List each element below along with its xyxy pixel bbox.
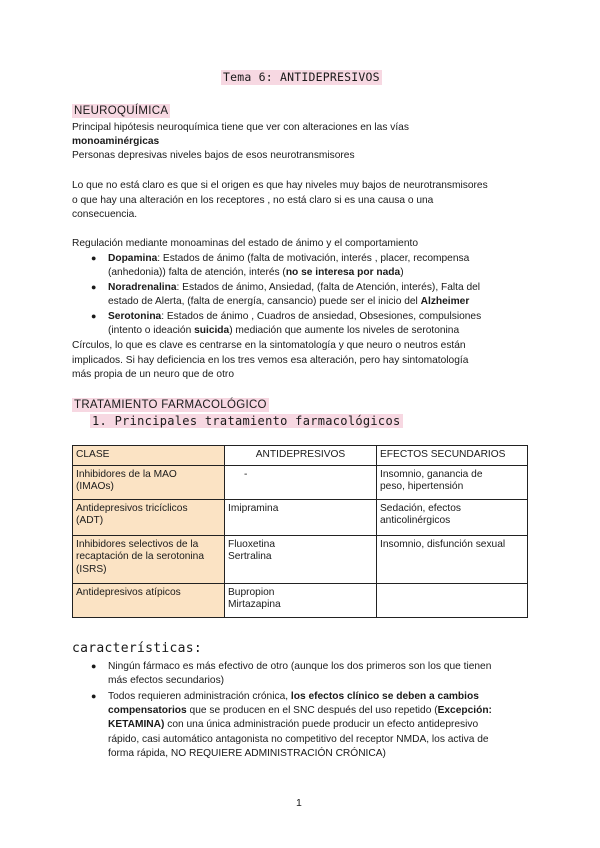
table-cell-clase: Inhibidores de la MAO (IMAOs) (73, 465, 225, 499)
table-cell-efectos (377, 583, 528, 617)
paragraph-line: Regulación mediante monoaminas del estado de ánimo y el comportamiento (72, 238, 419, 249)
table-cell-efectos: Sedación, efectos anticolinérgicos (377, 499, 528, 535)
paragraph-line: consecuencia. (72, 209, 138, 220)
paragraph-line: Lo que no está claro es que si el origen es que hay niveles muy bajos de neurotransmisores (72, 180, 488, 191)
table-cell-antidepresivo: Imipramina (225, 499, 377, 535)
feature-line: más efectos secundarios) (108, 675, 225, 686)
paragraph-line: implicados. Si hay deficiencia en los tres vemos esa alteración, pero hay sintomatología (72, 355, 469, 366)
table-cell-antidepresivo: Bupropion Mirtazapina (225, 583, 377, 617)
bullet-noradrenalina-cont: estado de Alerta, (falta de energía, cansancio) puede ser el inicio del Alzheimer (108, 296, 470, 307)
table-header-cell: EFECTOS SECUNDARIOS (377, 446, 528, 466)
paragraph-line: más propia de un neuro que de otro (72, 369, 234, 380)
table-cell-efectos: Insomnio, disfunción sexual (377, 535, 528, 583)
paragraph-line: Principal hipótesis neuroquímica tiene que ver con alteraciones en las vías (72, 122, 409, 133)
bullet-noradrenalina: Noradrenalina: Estados de ánimo, Ansiedad, (falta de Atención, interés), Falta del (108, 282, 481, 293)
section-heading-tratamiento: TRATAMIENTO FARMACOLÓGICO (74, 399, 267, 411)
bullet-dopamina: Dopamina: Estados de ánimo (falta de motivación, interés , placer, recompensa (108, 253, 470, 264)
drug-table (72, 445, 528, 618)
page-title: Tema 6: ANTIDEPRESIVOS (223, 70, 380, 84)
table-row (73, 583, 528, 617)
bullet-dot-icon: ● (91, 253, 97, 263)
table-cell-clase: Antidepresivos atípicos (73, 583, 225, 617)
table-header-cell: ANTIDEPRESIVOS (225, 446, 377, 466)
section-heading-neuroquimica: NEUROQUÍMICA (74, 105, 169, 117)
table-row (73, 535, 528, 583)
table-cell-antidepresivo: Fluoxetina Sertralina (225, 535, 377, 583)
table-cell-efectos: Insomnio, ganancia de peso, hipertensión (377, 465, 528, 499)
feature-line: rápido, casi automático antagonista no competitivo del receptor NMDA, los activa de (108, 734, 489, 745)
feature-line: compensatorios que se producen en el SNC después del uso repetido (Excepción: (108, 705, 492, 716)
table-cell-clase: Inhibidores selectivos de la recaptación de la serotonina (ISRS) (73, 535, 225, 583)
page-number: 1 (296, 797, 302, 809)
table-cell-clase: Antidepresivos tricíclicos (ADT) (73, 499, 225, 535)
paragraph-line-bold: monoaminérgicas (72, 136, 160, 147)
bullet-dot-icon: ● (91, 282, 97, 292)
table-row (73, 465, 528, 499)
paragraph-line: Círculos, lo que es clave es centrarse en la sintomatología y que neuro o neutros están (72, 340, 466, 351)
feature-line: Todos requieren administración crónica, los efectos clínico se deben a cambios (108, 691, 479, 702)
table-header-cell: CLASE (73, 446, 225, 466)
subsection-heading: 1. Principales tratamiento farmacológicos (92, 414, 401, 428)
features-heading: características: (72, 641, 203, 656)
table-row (73, 499, 528, 535)
feature-line: Ningún fármaco es más efectivo de otro (aunque los dos primeros son los que tienen (108, 661, 492, 672)
table-header-row (73, 446, 528, 466)
paragraph-line: Personas depresivas niveles bajos de esos neurotransmisores (72, 150, 355, 161)
feature-line: forma rápida, NO REQUIERE ADMINISTRACIÓN CRÓNICA) (108, 748, 386, 759)
bullet-dot-icon: ● (91, 661, 97, 671)
table-cell-antidepresivo: - (225, 465, 377, 499)
feature-line: KETAMINA) con una única administración puede producir un efecto antidepresivo (108, 719, 479, 730)
paragraph-line: o que hay una alteración en los receptores , no está claro si es una causa o una (72, 195, 434, 206)
bullet-dopamina-cont: (anhedonia)) falta de atención, interés (no se interesa por nada) (108, 267, 404, 278)
bullet-serotonina-cont: (intento o ideación suicida) mediación que aumente los niveles de serotonina (108, 325, 460, 336)
bullet-serotonina: Serotonina: Estados de ánimo , Cuadros de ansiedad, Obsesiones, compulsiones (108, 311, 482, 322)
bullet-dot-icon: ● (91, 311, 97, 321)
bullet-dot-icon: ● (91, 691, 97, 701)
